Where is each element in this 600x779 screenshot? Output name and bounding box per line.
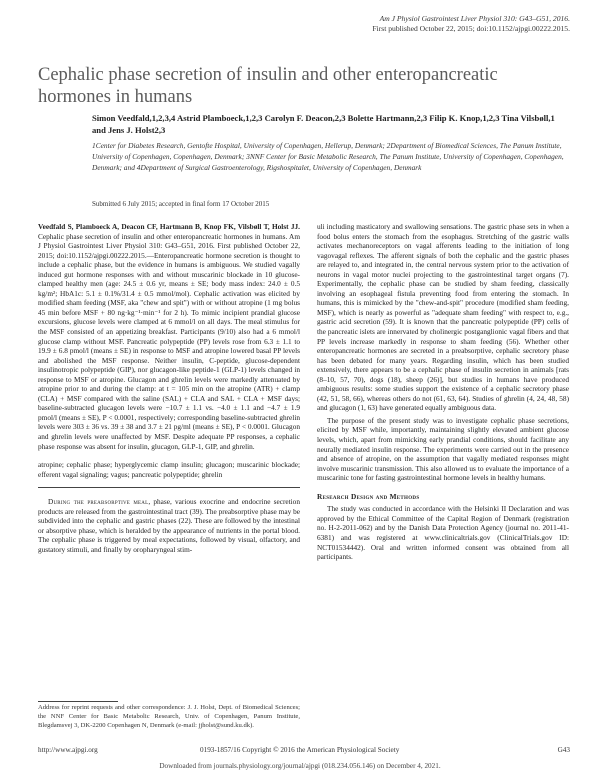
left-column [38, 222, 300, 555]
introduction-paragraph [38, 497, 300, 554]
intro-text: , phase, various exocrine and endocrine secretion products are released from the gastrointestinal tract (39). The preabsorptive phase may be subdivided into the cephalic and gastric phases (22). These are followed by the intestinal or absorptive phase, which is heralded by the appearance of nutrients in the portal blood. The cephalic phase is triggered by meal expectations, followed by visual, olfactory, and gustatory stimuli, and finally by oropharyngeal stim- [38, 497, 300, 554]
keywords: atropine; cephalic phase; hyperglycemic clamp insulin; glucagon; muscarinic blockade; efferent vagal signaling; vagus; pancreatic polypeptide; ghrelin [38, 460, 300, 479]
section-divider [38, 487, 300, 488]
article-title: Cephalic phase secretion of insulin and other enteropancreatic hormones in humans [38, 65, 498, 107]
submission-dates: Submitted 6 July 2015; accepted in final form 17 October 2015 [92, 200, 270, 208]
body-paragraph-3: The study was conducted in accordance with the Helsinki II Declaration and was approved by the Ethical Committee of the Capital Region of Denmark (registration no. H-2-2011-062) and by the Danish Data Protection Agency (journal no. 2011-41-6381) and was registered at www.clinicaltrials.gov (ClinicalTrials.gov ID: NCT01534442). Oral and written informed consent was obtained from all participants. [317, 504, 569, 562]
running-header [190, 14, 570, 34]
intro-lead-in: During the preabsorptive meal [48, 497, 149, 507]
journal-citation: Am J Physiol Gastrointest Liver Physiol 310: G43–G51, 2016. [379, 14, 570, 23]
copyright-line: 0193-1857/16 Copyright © 2016 the American Physiological Society [200, 746, 400, 754]
body-paragraph-1: uli including masticatory and swallowing sensations. The gastric phase sets in when a food bolus enters the stomach from the esophagus. Stretching of the gastric walls activates mechanoreceptors on vagal afferents leading to the initiation of long vagovagal reflexes. The afferent signals of both the cephalic and the gastric phases are relayed to, and integrated in, the central nervous system prior to the activation of neurons in vagal motor nuclei projecting to the gastrointestinal target organs (7). Experimentally, the cephalic phase can be studied by sham feeding, classically involving an esophageal fistula preventing food from entering the stomach. In humans, this is mimicked by the "chew-and-spit" procedure (modified sham feeding, MSF), which is nearly as powerful as "adequate sham feeding" with respect to, e.g., gastric acid secretion (59). It is known that the pancreatic polypeptide (PP) cells of the pancreatic islets are innervated by cholinergic postganglionic vagal fibers and that PP levels increase markedly in response to sham feeding (56). Whether other enteropancreatic hormones are secreted in a preabsorptive, cephalic secretory phase has been debated for many years. Regarding insulin, which has been studied extensively, there appears to be a cephalic phase of insulin secretion in animals [rats (8–10, 57, 70), dogs (18), sheep (26)], but studies in humans have produced ambiguous results: some studies support the existence of a cephalic secretory phase (42, 51, 58, 66), whereas others do not (61, 63, 64). Studies of ghrelin (4, 24, 48, 58) and glucagon (1, 63) have generated equally ambiguous data. [317, 222, 569, 413]
download-notice: Downloaded from journals.physiology.org/journal/ajpgi (018.234.056.146) on December 4, 2021. [159, 762, 441, 770]
section-heading: Research Design and Methods [317, 491, 420, 501]
footnote-divider [38, 701, 118, 702]
abstract-text: Cephalic phase secretion of insulin and other enteropancreatic hormones in humans. Am J Physiol Gastrointest Liver Physiol 310: G43–G51, 2016. First published October 22, 2015; doi:10.1152/ajpgi.00222.2015.—Enteropancreatic hormone secretion is thought to include a cephalic phase, but the evidence in humans is ambiguous. We studied vagally induced gut hormone responses with and without muscarinic blockade in 10 glucose-clamped healthy men (age: 24.5 ± 0.6 yr, means ± SE; body mass index: 24.0 ± 0.5 kg/m²; HbA1c: 5.1 ± 0.1%/31.4 ± 0.5 mmol/mol). Cephalic activation was elicited by modified sham feeding (MSF, aka "chew and spit") with or without atropine (1 mg bolus 45 min before MSF + 80 ng·kg⁻¹·min⁻¹ for 2 h). To mimic incipient prandial glucose excursions, glucose levels were clamped at 6 mmol/l on all days. The meal stimulus for the MSF consisted of an appetizing breakfast. Participants (9/10) also had a 6 mmol/l glucose clamp without MSF. Pancreatic polypeptide (PP) levels rose from 6.3 ± 1.1 to 19.9 ± 6.8 pmol/l (means ± SE) in response to MSF and atropine lowered basal PP levels and abolished the MSF response. Neither insulin, C-peptide, glucose-dependent insulinotropic polypeptide (GIP), nor glucagon-like peptide-1 (GLP-1) levels changed in response to MSF or atropine. Glucagon and ghrelin levels were markedly attenuated by atropine prior to and during the clamp: at t = 105 min on the atropine (ATR) + clamp (CLA) + MSF compared with the saline (SAL) + CLA and SAL + CLA + MSF days; baseline-subtracted glucagon levels were −10.7 ± 1.1 vs. −4.0 ± 1.1 and −4.7 ± 1.9 pmol/l (means ± SE), P < 0.0001, respectively; corresponding baseline-subtracted ghrelin levels were 303 ± 36 vs. 39 ± 38 and 3.7 ± 21 pg/ml (means ± SE), P < 0.0001. Glucagon and ghrelin levels were unaffected by MSF. Despite adequate PP responses, a cephalic phase response was absent for insulin, glucagon, GLP-1, GIP, and ghrelin. [38, 231, 300, 451]
first-published-line: First published October 22, 2015; doi:10.1152/ajpgi.00222.2015. [372, 24, 570, 33]
author-list: Simon Veedfald,1,2,3,4 Astrid Plamboeck,1,2,3 Carolyn F. Deacon,2,3 Bolette Hartmann,2,3 Filip K. Knop,1,2,3 Tina Vilsbøll,1 and Jens J. Holst2,3 [92, 113, 555, 135]
page-number: G43 [557, 746, 570, 754]
correspondence-footnote: Address for reprint requests and other correspondence: J. J. Holst, Dept. of Biomedical Sciences; the NNF Center for Basic Metabolic Research, Univ. of Copenhagen, Panum Institute, Blegdamsvej 3, DK-2200 Copenhagen N, Denmark (e-mail: jjholst@sund.ku.dk). [38, 704, 300, 729]
abstract [38, 222, 300, 451]
abstract-citation-authors: Veedfald S, Plamboeck A, Deacon CF, Hartmann B, Knop FK, Vilsbøll T, Holst JJ. [38, 222, 300, 231]
body-paragraph-2: The purpose of the present study was to investigate cephalic phase secretions, elicited by MSF while, importantly, maintaining slightly elevated ambient glucose levels, which, apart from mimicking early prandial conditions, should facilitate any neurally mediated insulin response. The experiments were carried out in the presence and absence of atropine, on the assumption that vagally mediated responses might involve muscarinic transmission. This also allowed us to evaluate the importance of a muscarinic tone for fasting gastrointestinal hormone levels in healthy humans. [317, 415, 569, 483]
affiliations: 1Center for Diabetes Research, Gentofte Hospital, University of Copenhagen, Hellerup, Denmark; 2Department of Biomedical Sciences, The Panum Institute, University of Copenhagen, Copenhagen, Denmark; 3NNF Center for Basic Metabolic Research, The Panum Institute, University of Copenhagen, Copenhagen, Denmark; and 4Department of Surgical Gastroenterology, Rigshospitalet, University of Copenhagen, Denmark [92, 141, 564, 172]
journal-url-link[interactable]: http://www.ajpgi.org [38, 746, 98, 754]
right-column [317, 222, 569, 562]
